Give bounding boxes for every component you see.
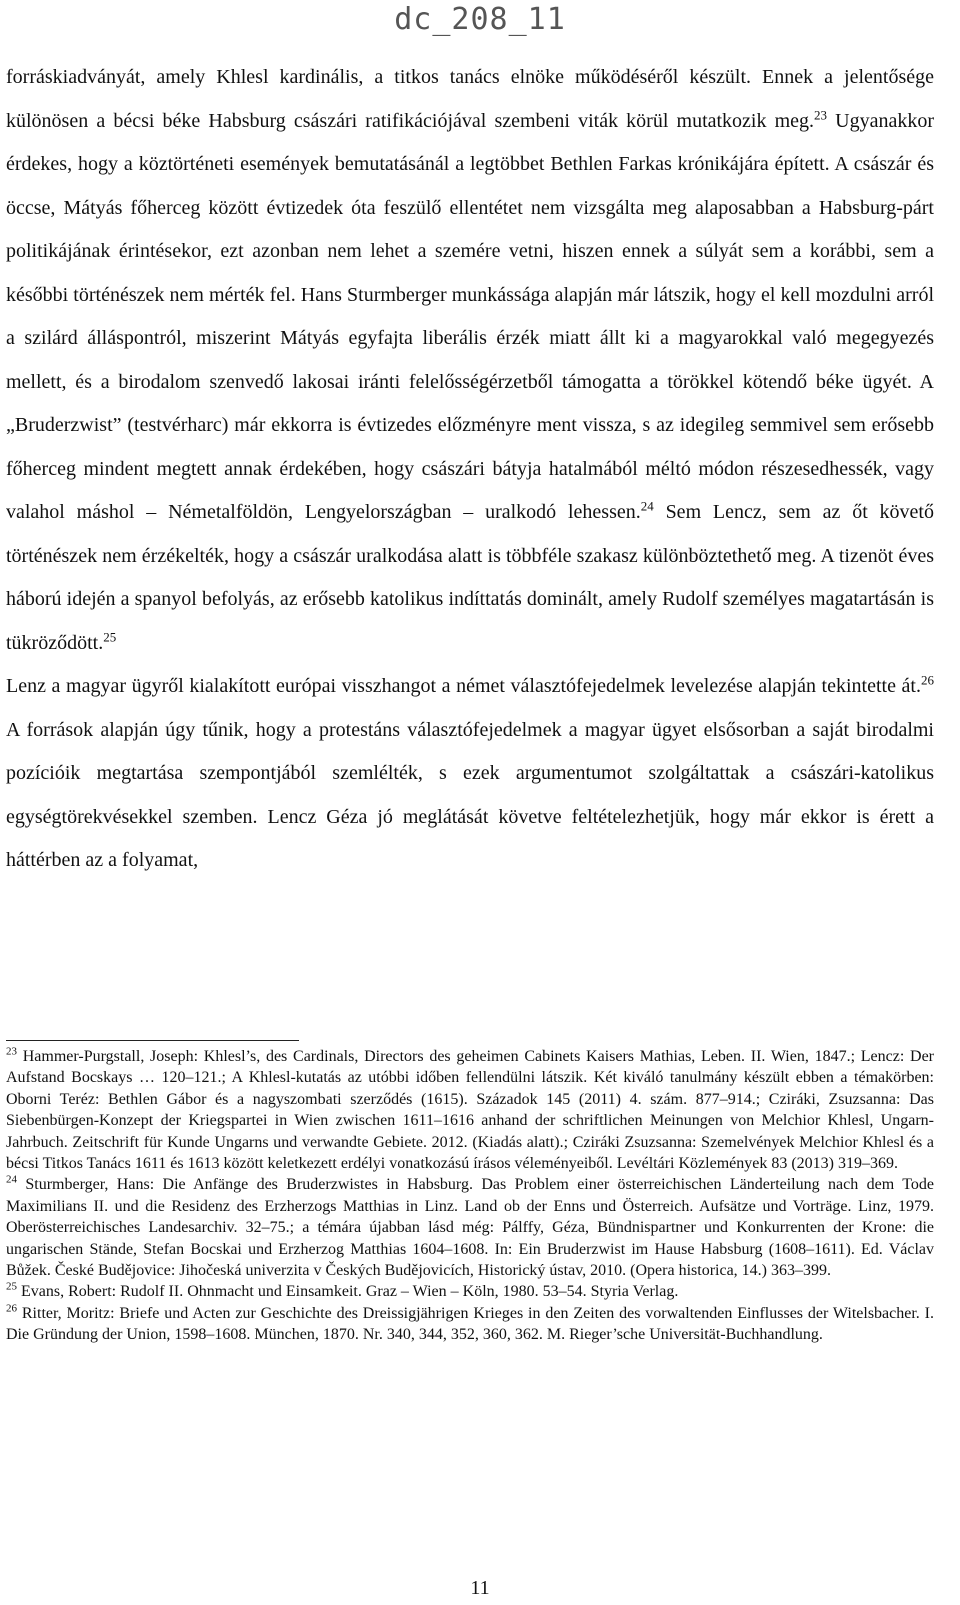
footnote-text: Ritter, Moritz: Briefe und Acten zur Geschichte des Dreissigjährigen Krieges in den Zeiten des vorwaltenden Einflusses der Witelsbacher. I. Die Gründung der Union, 1598–1608. München, 1870. Nr. 340, 344, 352, 360, 362. M. Rieger’sche Universität-Buchhandlung. xyxy=(6,1304,934,1344)
footnote-text: Evans, Robert: Rudolf II. Ohnmacht und Einsamkeit. Graz – Wien – Köln, 1980. 53–54. Styria Verlag. xyxy=(17,1283,679,1301)
footnote-23 xyxy=(6,1046,934,1174)
footnote-ref-25[interactable]: 25 xyxy=(103,628,117,644)
footnote-separator xyxy=(6,1040,299,1041)
footnote-ref-24[interactable]: 24 xyxy=(640,498,654,514)
paragraph-1-part-c: Sem Lencz, sem az őt követő történészek nem érzékelték, hogy a császár uralkodása alatt is többféle szakasz különböztethető meg. A tizenöt éves háború idején a spanyol befolyás, az erősebb katolikus indíttatás dominált, amely Rudolf személyes magatartásán is tükröződött. xyxy=(6,501,934,654)
footnote-number: 25 xyxy=(6,1281,17,1294)
footnote-number: 23 xyxy=(6,1045,17,1058)
footnote-25 xyxy=(6,1281,934,1302)
footnote-24 xyxy=(6,1174,934,1281)
footnote-26 xyxy=(6,1303,934,1346)
paragraph-2 xyxy=(6,665,934,883)
footnote-ref-23[interactable]: 23 xyxy=(814,106,828,122)
footnote-number: 24 xyxy=(6,1174,17,1187)
main-text xyxy=(6,56,934,883)
footnote-ref-26[interactable]: 26 xyxy=(921,672,934,688)
paragraph-1-part-a: forráskiadványát, amely Khlesl kardinális, a titkos tanács elnöke működéséről készült. Ennek a jelentősége különösen a bécsi béke Habsburg császári ratifikációjával szembeni viták körül mutatkozik meg. xyxy=(6,66,934,132)
page-number: 11 xyxy=(470,1577,490,1599)
footnote-text: Sturmberger, Hans: Die Anfänge des Bruderzwistes in Habsburg. Das Problem einer österreichischen Länderteilung nach dem Tode Maximilians II. und die Residenz des Erzherzogs Matthias in Linz. Land ob der Enns und Österreich. Aufsätze und Vorträge. Linz, 1979. Oberösterreichisches Landesarchiv. 32–75.; a témára újabban lásd még: Pálffy, Géza, Bündnispartner und Konkurrenten der Krone: die ungarischen Stände, Stefan Bocskai und Erzherzog Matthias 1604–1608. In: Ein Bruderzwist im Hause Habsburg (1608–1611). Ed. Václav Bůžek. České Budějovice: Jihočeská univerzita v Českých Budějovicích, Historický ústav, 2010. (Opera historica, 14.) 363–399. xyxy=(6,1176,934,1280)
footnote-text: Hammer-Purgstall, Joseph: Khlesl’s, des Cardinals, Directors des geheimen Cabinets Kaisers Mathias, Leben. II. Wien, 1847.; Lencz: Der Aufstand Bocskays … 120–121.; A Khlesl-kutatás az utóbbi időben fellendülni látszik. Két kiváló tanulmány készült ebben a témakörben: Oborni Teréz: Bethlen Gábor és a nagyszombati szerződés (1615). Századok 145 (2011) 4. szám. 877–914.; Cziráki, Zsuzsanna: Das Siebenbürgen-Konzept der Kriegspartei in Wien zwischen 1611–1616 anhand der schriftlichen Meinungen von Melchior Khlesl, Ungarn-Jahrbuch. Zeitschrift für Kunde Ungarns und verwandte Gebiete. 2012. (Kiadás alatt).; Cziráki Zsuzsanna: Szemelvények Melchior Khlesl és a bécsi Titkos Tanács 1611 és 1613 között keletkezett erdélyi vonatkozású írásos véleményeiből. Levéltári Közlemények 83 (2013) 319–369. xyxy=(6,1048,934,1173)
footnote-number: 26 xyxy=(6,1302,17,1315)
document-header-code: dc_208_11 xyxy=(394,2,566,37)
paragraph-2-part-b: A források alapján úgy tűnik, hogy a protestáns választófejedelmek a magyar ügyet elsősorban a saját birodalmi pozícióik megtartása szempontjából szemlélték, s ezek argumentumot szolgáltattak a császári-katolikus egységtörekvésekkel szemben. Lencz Géza jó meglátását követve feltételezhetjük, hogy már ekkor is érett a háttérben az a folyamat, xyxy=(6,718,934,871)
footnotes xyxy=(6,1046,934,1346)
paragraph-1 xyxy=(6,56,934,665)
paragraph-2-part-a: Lenz a magyar ügyről kialakított európai visszhangot a német választófejedelmek levelezése alapján tekintette át. xyxy=(6,675,921,697)
paragraph-1-part-b: Ugyanakkor érdekes, hogy a köztörténeti események bemutatásánál a legtöbbet Bethlen Farkas krónikájára épített. A császár és öccse, Mátyás főherceg között évtizedek óta feszülő ellentétet nem vizsgálta meg alaposabban a Habsburg-párt politikájának érintésekor, ezt azonban nem lehet a szemére vetni, hiszen ennek a súlyát sem a korábbi, sem a későbbi történészek nem mérték fel. Hans Sturmberger munkássága alapján már látszik, hogy el kell mozdulni arról a szilárd álláspontról, miszerint Mátyás egyfajta liberális érzék miatt állt ki a magyarokkal való megegyezés mellett, és a birodalom szenvedő lakosai iránti felelősségérzetből támogatta a törökkel kötendő béke ügyét. A „Bruderzwist” (testvérharc) már ekkorra is évtizedes előzményre ment vissza, s az idegileg semmivel sem erősebb főherceg mindent megtett annak érdekében, hogy császári bátyja hatalmából méltó módon részesedhessék, vagy valahol máshol – Németalföldön, Lengyelországban – uralkodó lehessen. xyxy=(6,109,934,523)
